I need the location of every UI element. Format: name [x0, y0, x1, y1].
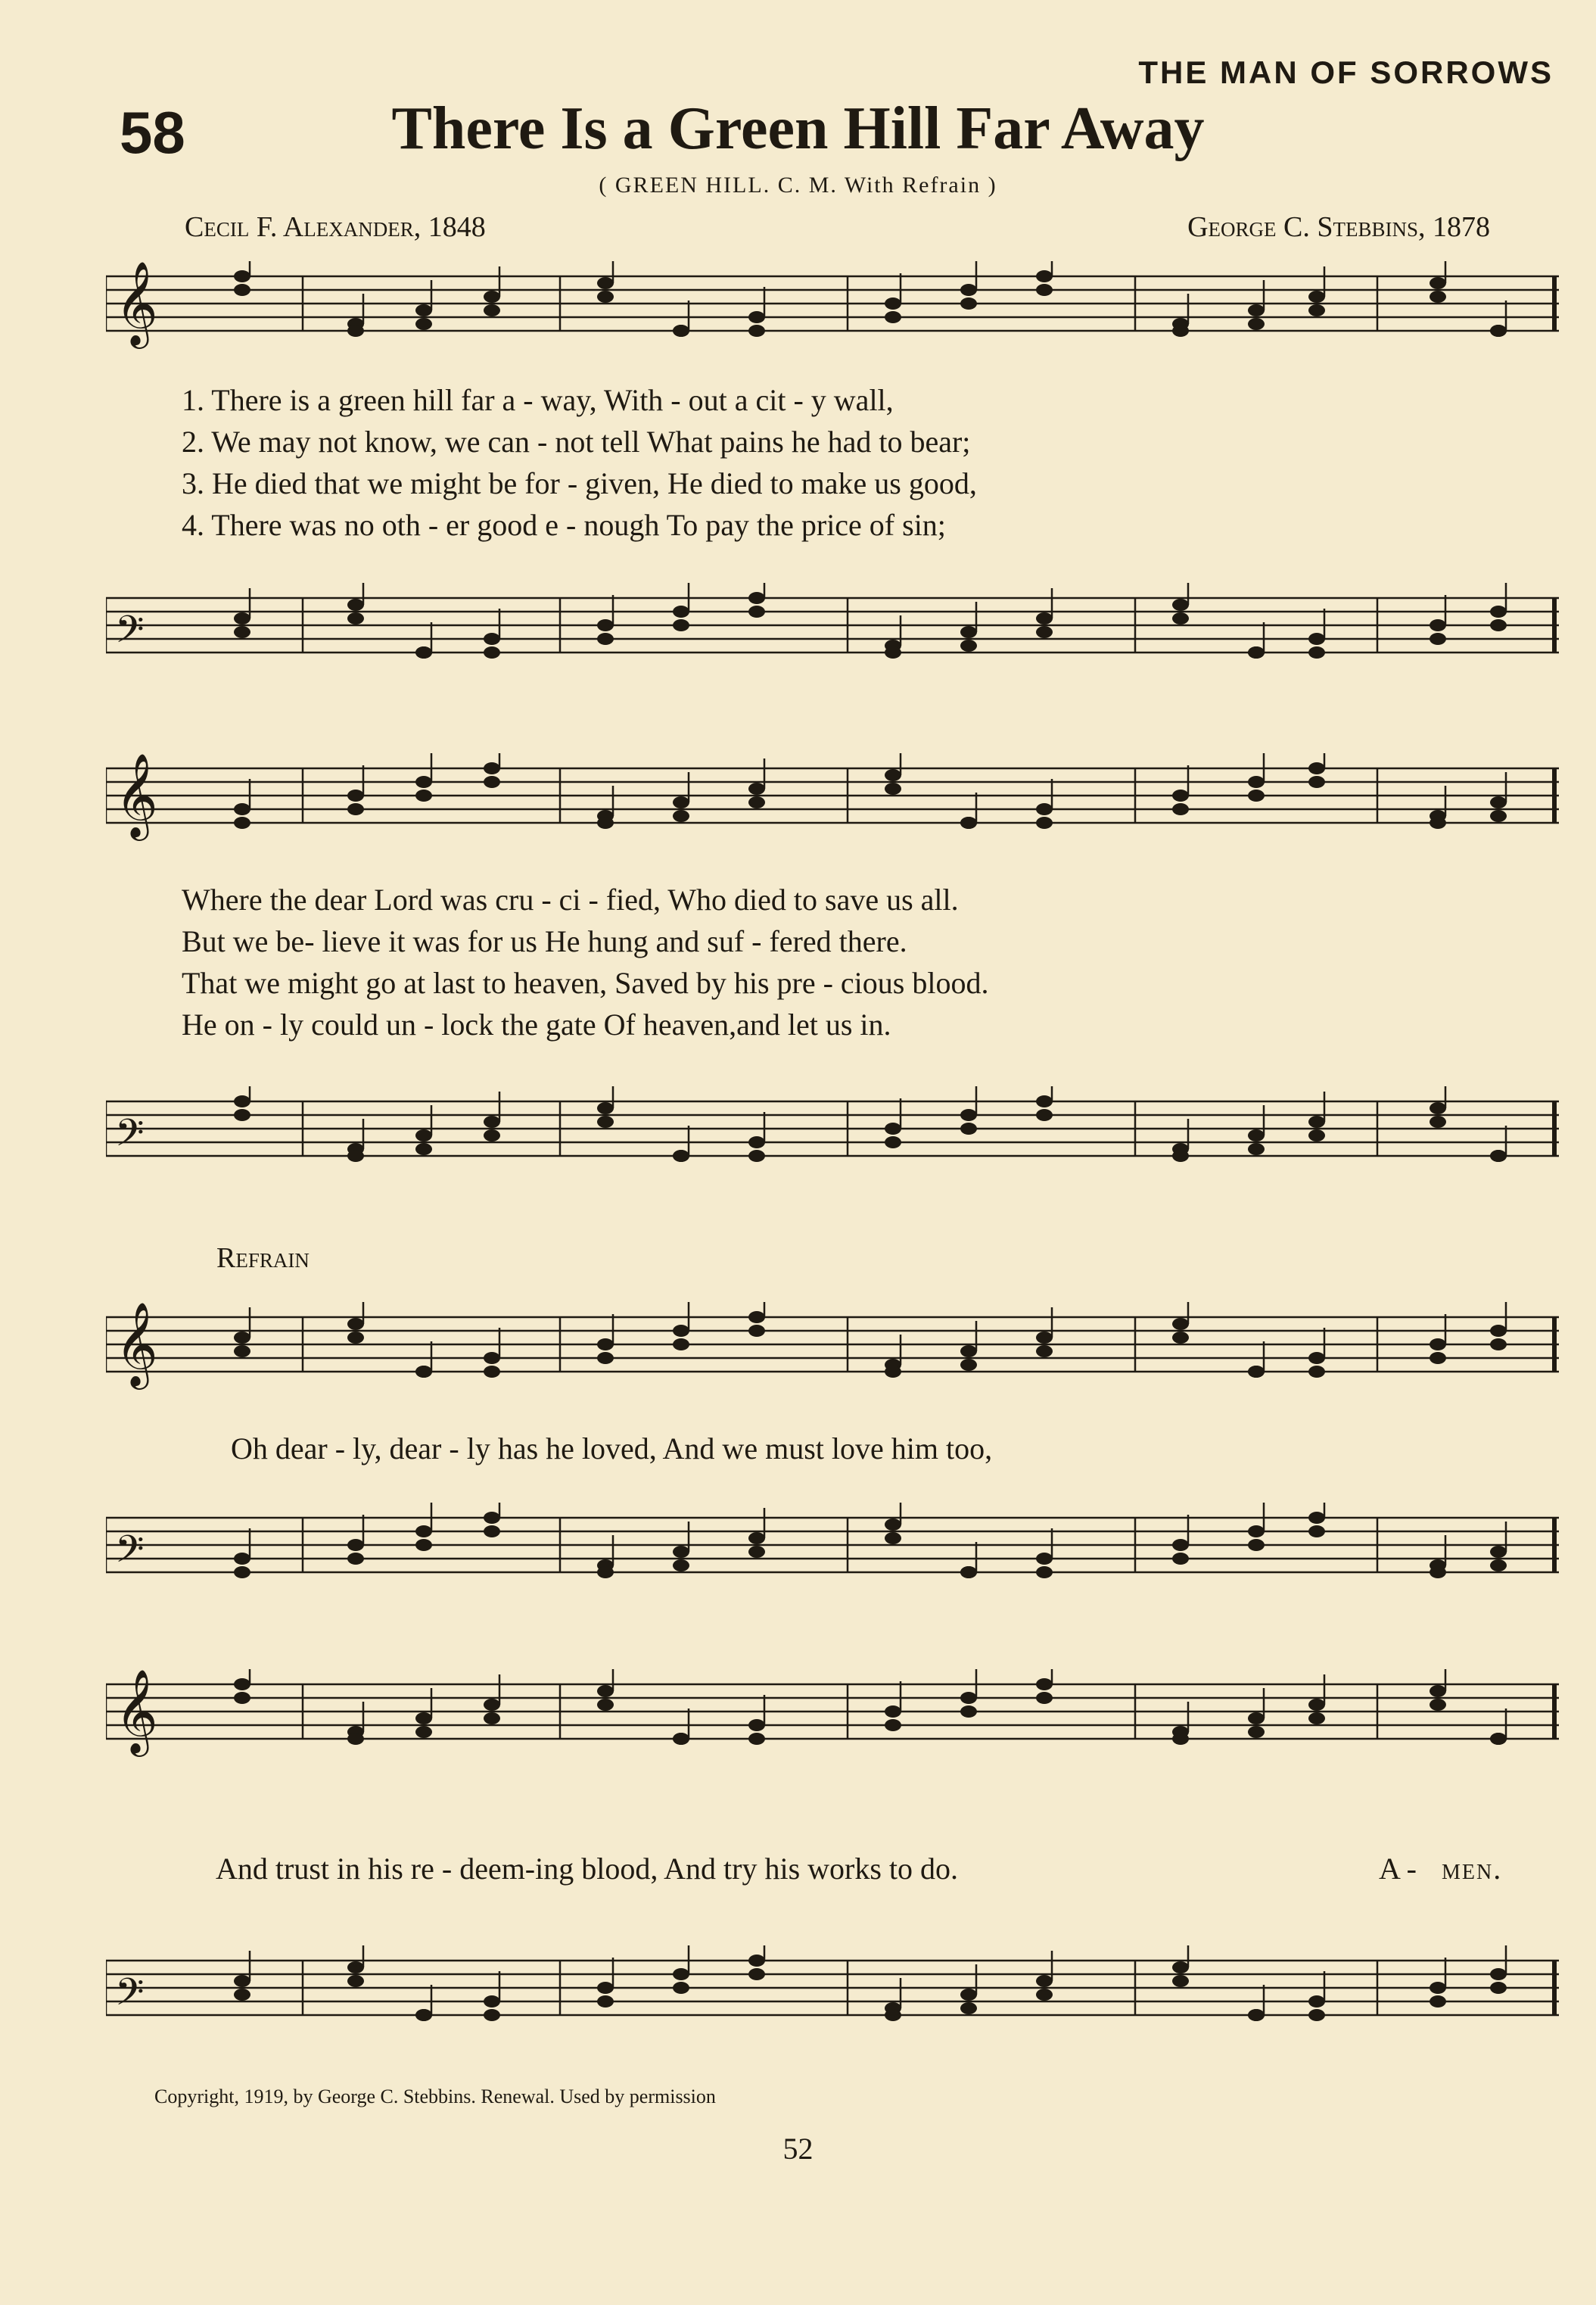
note-head: [1490, 619, 1507, 631]
note-head: [1172, 803, 1189, 815]
note-head: [1490, 1325, 1507, 1337]
note-head: [415, 776, 432, 788]
note-head: [1308, 762, 1325, 774]
note-head: [1248, 790, 1265, 802]
note-head: [748, 606, 765, 618]
note-head: [597, 1982, 614, 1994]
note-head: [960, 1566, 977, 1578]
note-head: [415, 318, 432, 330]
note-head: [960, 284, 977, 296]
note-head: [1430, 277, 1446, 289]
note-head: [1248, 1366, 1265, 1378]
note-head: [234, 803, 250, 815]
note-head: [1308, 646, 1325, 659]
note-head: [415, 1366, 432, 1378]
note-head: [673, 810, 689, 822]
note-head: [597, 1338, 614, 1350]
note-head: [1248, 1539, 1265, 1551]
note-head: [484, 304, 500, 316]
note-head: [1308, 291, 1325, 303]
note-head: [1490, 1733, 1507, 1745]
note-head: [1036, 1553, 1053, 1565]
note-head: [885, 2009, 901, 2021]
note-head: [885, 769, 901, 781]
note-head: [960, 1359, 977, 1371]
note-head: [1172, 1318, 1189, 1330]
note-head: [484, 646, 500, 659]
note-head: [415, 1129, 432, 1142]
note-head: [484, 1116, 500, 1128]
note-head: [484, 1712, 500, 1724]
note-head: [885, 1705, 901, 1718]
section-heading: THE MAN OF SORROWS: [1138, 55, 1554, 90]
note-head: [1430, 1338, 1446, 1350]
note-head: [234, 1553, 250, 1565]
note-head: [1248, 1712, 1265, 1724]
note-head: [484, 1525, 500, 1537]
note-head: [234, 1678, 250, 1690]
note-head: [484, 1366, 500, 1378]
note-head: [597, 1995, 614, 2008]
note-head: [347, 1332, 364, 1344]
note-head: [1248, 318, 1265, 330]
tune-name: ( GREEN HILL. C. M. With Refrain ): [599, 173, 997, 198]
note-head: [1308, 1366, 1325, 1378]
composer: George C. Stebbins, 1878: [1187, 211, 1490, 243]
note-head: [347, 1539, 364, 1551]
note-head: [234, 1332, 250, 1344]
note-head: [1248, 776, 1265, 788]
note-head: [1172, 1332, 1189, 1344]
amen-syllable-men: men.: [1442, 1852, 1503, 1886]
note-head: [234, 1345, 250, 1357]
lyric-line-2-3: That we might go at last to heaven, Saved by his pre - cious blood.: [182, 966, 989, 1000]
note-head: [415, 1539, 432, 1551]
note-head: [673, 1338, 689, 1350]
amen-syllable-a: A -: [1379, 1852, 1417, 1886]
treble-staff-refrain-1: [106, 1302, 1559, 1393]
note-head: [347, 1733, 364, 1745]
note-head: [1036, 612, 1053, 625]
note-head: [673, 1150, 689, 1162]
note-head: [1430, 817, 1446, 829]
note-head: [597, 817, 614, 829]
note-head: [885, 1532, 901, 1544]
refrain-label: Refrain: [216, 1242, 310, 1274]
note-head: [1308, 633, 1325, 645]
note-head: [1172, 1975, 1189, 1987]
note-head: [885, 297, 901, 310]
note-head: [748, 1968, 765, 1980]
note-head: [1308, 1116, 1325, 1128]
note-head: [597, 1685, 614, 1697]
note-head: [1036, 1332, 1053, 1344]
note-head: [484, 1699, 500, 1711]
note-head: [484, 1995, 500, 2008]
note-head: [960, 297, 977, 310]
note-head: [1248, 1525, 1265, 1537]
note-head: [748, 592, 765, 604]
note-head: [1172, 1553, 1189, 1565]
copyright-notice: Copyright, 1919, by George C. Stebbins. Renewal. Used by permission: [154, 2085, 716, 2107]
note-head: [1490, 1559, 1507, 1571]
note-head: [673, 1546, 689, 1558]
treble-clef-icon: 𝄞: [115, 1302, 158, 1386]
note-head: [347, 1553, 364, 1565]
note-head: [748, 1150, 765, 1162]
note-head: [1430, 619, 1446, 631]
note-head: [1308, 1512, 1325, 1524]
note-head: [347, 1318, 364, 1330]
bass-staff-refrain-2: [106, 1945, 1559, 2036]
note-head: [484, 776, 500, 788]
note-head: [1036, 626, 1053, 638]
note-head: [1308, 1129, 1325, 1142]
bass-staff-system-2: [106, 1086, 1559, 1177]
note-head: [1172, 612, 1189, 625]
note-head: [1172, 599, 1189, 611]
note-head: [1036, 817, 1053, 829]
note-head: [673, 1733, 689, 1745]
note-head: [960, 817, 977, 829]
note-head: [1430, 1685, 1446, 1697]
note-head: [415, 646, 432, 659]
bass-clef-icon: 𝄢: [115, 1970, 145, 2023]
note-head: [885, 1366, 901, 1378]
note-head: [673, 1982, 689, 1994]
note-head: [885, 1136, 901, 1148]
refrain-lyric-1: Oh dear - ly, dear - ly has he loved, And we must love him too,: [231, 1431, 993, 1466]
note-head: [1490, 1150, 1507, 1162]
note-head: [234, 1109, 250, 1121]
note-head: [347, 612, 364, 625]
note-head: [484, 1352, 500, 1364]
note-head: [748, 1311, 765, 1323]
note-head: [1248, 1129, 1265, 1142]
note-head: [673, 1968, 689, 1980]
note-head: [597, 1116, 614, 1128]
note-head: [748, 1532, 765, 1544]
note-head: [748, 1136, 765, 1148]
lyric-line-2-4: He on - ly could un - lock the gate Of heaven,and let us in.: [182, 1008, 891, 1042]
note-head: [1308, 1995, 1325, 2008]
note-head: [597, 633, 614, 645]
note-head: [748, 325, 765, 337]
note-head: [960, 1123, 977, 1135]
note-head: [1036, 284, 1053, 296]
note-head: [673, 325, 689, 337]
note-head: [597, 277, 614, 289]
note-head: [234, 270, 250, 282]
note-head: [960, 1705, 977, 1718]
note-head: [484, 762, 500, 774]
note-head: [885, 1123, 901, 1135]
note-head: [234, 1566, 250, 1578]
note-head: [1308, 1525, 1325, 1537]
note-head: [484, 2009, 500, 2021]
note-head: [748, 311, 765, 323]
hymn-title: There Is a Green Hill Far Away: [391, 95, 1205, 162]
note-head: [1490, 796, 1507, 808]
verse-line-3: 3. He died that we might be for - given, He died to make us good,: [182, 466, 977, 500]
note-head: [960, 1692, 977, 1704]
verse-line-1: 1. There is a green hill far a - way, With - out a cit - y wall,: [182, 383, 894, 417]
note-head: [597, 1699, 614, 1711]
note-head: [1430, 1982, 1446, 1994]
note-head: [1172, 790, 1189, 802]
note-head: [673, 1559, 689, 1571]
note-head: [1036, 1109, 1053, 1121]
note-head: [960, 1345, 977, 1357]
hymn-number: 58: [120, 99, 185, 166]
note-head: [597, 291, 614, 303]
note-head: [1248, 1143, 1265, 1155]
bass-clef-icon: 𝄢: [115, 1111, 145, 1164]
note-head: [1172, 325, 1189, 337]
page-number: 52: [782, 2132, 814, 2166]
note-head: [1172, 1961, 1189, 1973]
note-head: [1036, 803, 1053, 815]
note-head: [347, 325, 364, 337]
note-head: [1308, 776, 1325, 788]
bass-clef-icon: 𝄢: [115, 608, 145, 661]
note-head: [1248, 304, 1265, 316]
note-head: [1036, 1692, 1053, 1704]
note-head: [1490, 325, 1507, 337]
note-head: [234, 1692, 250, 1704]
note-head: [415, 304, 432, 316]
note-head: [597, 619, 614, 631]
note-head: [1036, 1345, 1053, 1357]
note-head: [415, 1143, 432, 1155]
note-head: [415, 1712, 432, 1724]
note-head: [234, 284, 250, 296]
note-head: [234, 626, 250, 638]
note-head: [1308, 1352, 1325, 1364]
note-head: [1248, 2009, 1265, 2021]
bass-staff-refrain-1: [106, 1503, 1559, 1593]
note-head: [597, 1566, 614, 1578]
note-head: [1036, 1678, 1053, 1690]
note-head: [484, 633, 500, 645]
note-head: [960, 2002, 977, 2014]
note-head: [347, 1975, 364, 1987]
note-head: [347, 599, 364, 611]
note-head: [415, 2009, 432, 2021]
note-head: [1430, 291, 1446, 303]
note-head: [1308, 1712, 1325, 1724]
note-head: [234, 1975, 250, 1987]
note-head: [1308, 1699, 1325, 1711]
treble-clef-icon: 𝄞: [115, 753, 158, 837]
note-head: [673, 619, 689, 631]
note-head: [885, 646, 901, 659]
note-head: [597, 1352, 614, 1364]
note-head: [234, 1095, 250, 1107]
refrain-lyric-2: And trust in his re - deem-ing blood, And try his works to do.: [216, 1852, 959, 1886]
note-head: [673, 1325, 689, 1337]
verse-line-4: 4. There was no oth - er good e - nough To pay the price of sin;: [182, 508, 946, 542]
note-head: [1172, 1733, 1189, 1745]
note-head: [1036, 1975, 1053, 1987]
note-head: [347, 1150, 364, 1162]
note-head: [484, 1512, 500, 1524]
note-head: [1036, 270, 1053, 282]
note-head: [415, 1726, 432, 1738]
treble-staff-refrain-2: [106, 1669, 1559, 1760]
note-head: [1490, 1546, 1507, 1558]
note-head: [1490, 1982, 1507, 1994]
note-head: [597, 1102, 614, 1114]
lyricist: Cecil F. Alexander, 1848: [185, 211, 486, 243]
note-head: [960, 640, 977, 652]
note-head: [748, 1719, 765, 1731]
note-head: [415, 1525, 432, 1537]
verse-line-2: 2. We may not know, we can - not tell What pains he had to bear;: [182, 425, 971, 459]
note-head: [673, 796, 689, 808]
note-head: [347, 790, 364, 802]
note-head: [1172, 1150, 1189, 1162]
note-head: [1248, 1726, 1265, 1738]
note-head: [1430, 1699, 1446, 1711]
note-head: [1172, 1539, 1189, 1551]
note-head: [1308, 2009, 1325, 2021]
note-head: [748, 1546, 765, 1558]
note-head: [1036, 1095, 1053, 1107]
note-head: [415, 790, 432, 802]
bass-clef-icon: 𝄢: [115, 1528, 145, 1581]
note-head: [1430, 1352, 1446, 1364]
note-head: [1036, 1989, 1053, 2001]
treble-clef-icon: 𝄞: [115, 1669, 158, 1753]
note-head: [748, 1733, 765, 1745]
note-head: [885, 783, 901, 795]
note-head: [347, 803, 364, 815]
note-head: [234, 612, 250, 625]
note-head: [885, 311, 901, 323]
note-head: [1490, 1338, 1507, 1350]
note-head: [960, 626, 977, 638]
note-head: [484, 291, 500, 303]
note-head: [234, 1989, 250, 2001]
note-head: [748, 1955, 765, 1967]
treble-staff-system-1: [106, 261, 1559, 352]
note-head: [1248, 646, 1265, 659]
note-head: [748, 1325, 765, 1337]
treble-staff-system-2: [106, 753, 1559, 844]
note-head: [1430, 1995, 1446, 2008]
note-head: [1490, 606, 1507, 618]
note-head: [1430, 1566, 1446, 1578]
note-head: [960, 1109, 977, 1121]
lyric-line-2-2: But we be- lieve it was for us He hung and suf - fered there.: [182, 924, 907, 958]
note-head: [1430, 1116, 1446, 1128]
note-head: [1036, 1566, 1053, 1578]
lyric-line-2-1: Where the dear Lord was cru - ci - fied, Who died to save us all.: [182, 883, 959, 917]
note-head: [673, 606, 689, 618]
note-head: [960, 1989, 977, 2001]
note-head: [1430, 633, 1446, 645]
note-head: [1430, 1102, 1446, 1114]
note-head: [1490, 810, 1507, 822]
note-head: [748, 796, 765, 808]
note-head: [885, 1518, 901, 1531]
note-head: [484, 1129, 500, 1142]
note-head: [347, 1961, 364, 1973]
note-head: [234, 817, 250, 829]
note-head: [885, 1719, 901, 1731]
treble-clef-icon: 𝄞: [115, 261, 158, 345]
bass-staff-system-1: [106, 583, 1559, 674]
note-head: [1308, 304, 1325, 316]
note-head: [748, 783, 765, 795]
note-head: [1490, 1968, 1507, 1980]
